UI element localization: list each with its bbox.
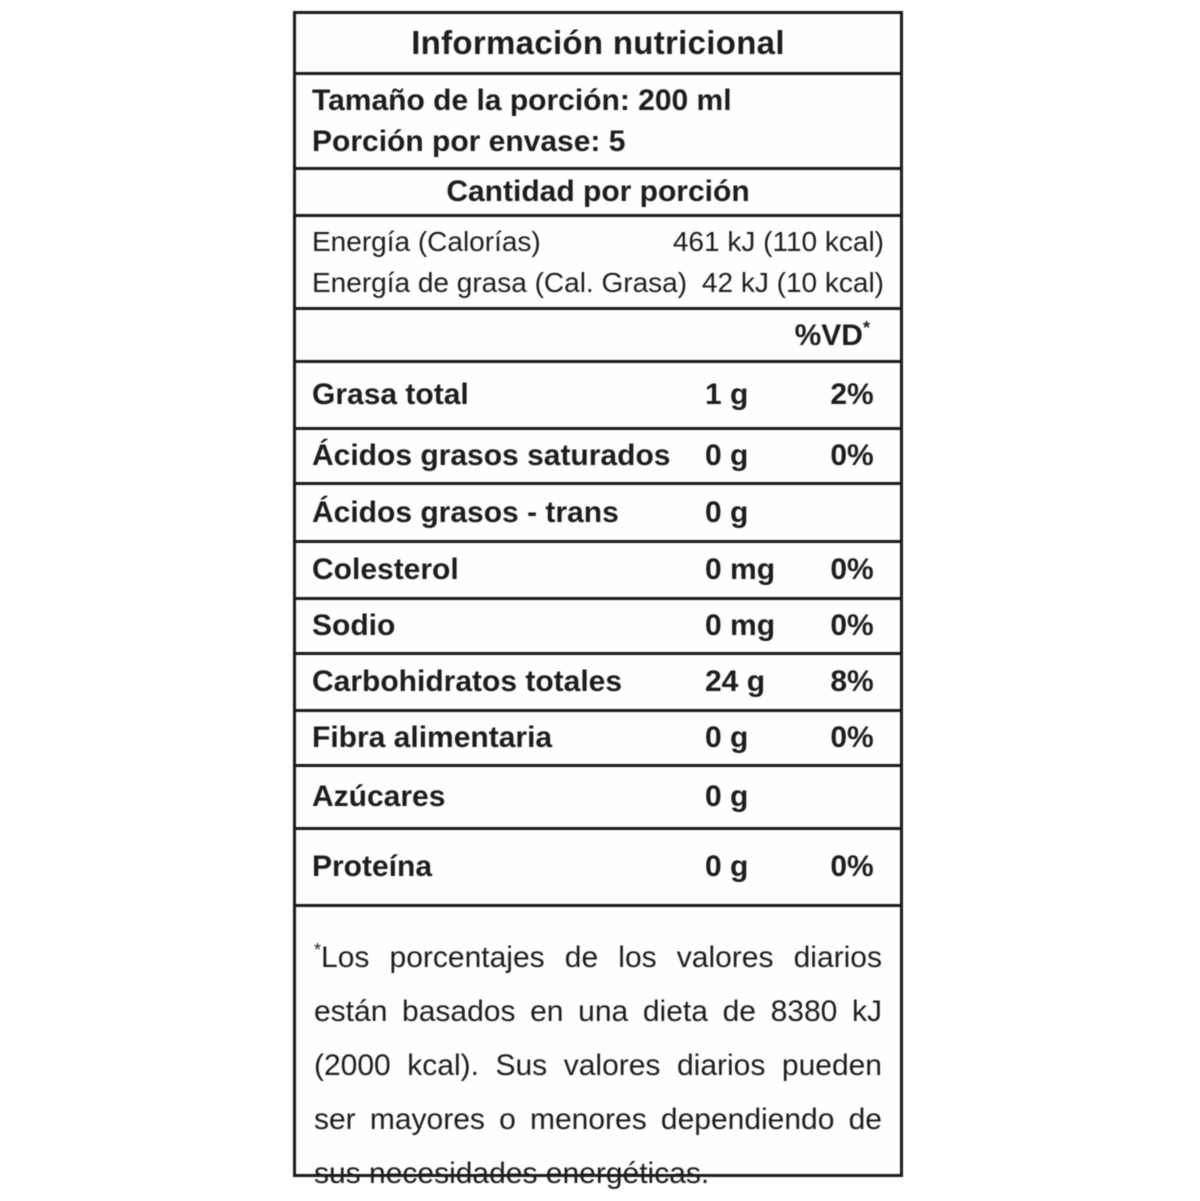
nutrient-name: Carbohidratos totales <box>312 665 623 698</box>
serving-size: Tamaño de la porción: 200 ml <box>312 84 732 117</box>
row-acidos-grasos-trans <box>296 485 900 543</box>
energy-row-calories <box>312 221 884 262</box>
nutrient-amount: 0 g <box>705 780 749 813</box>
nutrient-amount: 0 g <box>705 850 749 883</box>
nutrient-dv: 2% <box>830 378 874 411</box>
nutrient-amount: 1 g <box>705 378 749 411</box>
label-title-text: Información nutricional <box>411 24 785 61</box>
nutrient-amount: 0 g <box>705 439 749 472</box>
row-acidos-grasos-saturados <box>296 430 900 485</box>
nutrient-dv: 0% <box>830 553 874 586</box>
nutrient-amount: 24 g <box>705 665 766 698</box>
row-carbohidratos-totales <box>296 655 900 712</box>
daily-value-footnote-mark: * <box>862 317 870 338</box>
daily-value-header <box>296 310 900 363</box>
energy-value: 461 kJ (110 kcal) <box>672 226 884 257</box>
nutrient-dv: 0% <box>830 609 874 642</box>
energy-fat-value: 42 kJ (10 kcal) <box>701 267 884 298</box>
nutrient-name: Proteína <box>312 850 433 883</box>
nutrient-name: Fibra alimentaria <box>312 721 553 754</box>
amount-per-serving-header <box>296 170 900 217</box>
nutrient-amount: 0 g <box>705 721 749 754</box>
nutrient-amount: 0 mg <box>705 553 776 586</box>
row-proteina <box>296 830 900 907</box>
row-azucares <box>296 767 900 830</box>
energy-name: Energía (Calorías) <box>312 226 541 257</box>
row-grasa-total <box>296 363 900 430</box>
row-colesterol <box>296 543 900 600</box>
nutrient-name: Ácidos grasos saturados <box>312 439 671 472</box>
servings-per-container: Porción por envase: 5 <box>312 125 626 158</box>
daily-value-footnote <box>296 907 900 1190</box>
daily-value-header-text: %VD* <box>794 317 870 352</box>
nutrient-amount: 0 g <box>705 495 749 529</box>
footnote-text: Los porcentajes de los valores diarios están basados en una dieta de 8380 kJ (2000 kcal). Sus valores diarios pueden ser mayores o menores dependiendo de sus necesidades energéticas. <box>314 941 882 1190</box>
nutrient-dv: 0% <box>830 850 874 883</box>
nutrient-name: Ácidos grasos - trans <box>312 495 619 529</box>
nutrient-name: Sodio <box>312 609 396 642</box>
row-sodio <box>296 600 900 655</box>
label-title <box>296 14 900 75</box>
row-fibra-alimentaria <box>296 712 900 767</box>
nutrient-dv: 0% <box>830 439 874 472</box>
energy-row-fat-calories <box>312 262 884 303</box>
nutrition-facts-label <box>293 11 903 1190</box>
amount-per-serving-text: Cantidad por porción <box>446 175 750 208</box>
footnote-mark: * <box>314 940 322 960</box>
nutrient-amount: 0 mg <box>705 609 776 642</box>
nutrient-name: Colesterol <box>312 553 459 586</box>
nutrient-dv: 8% <box>830 665 874 698</box>
nutrient-name: Azúcares <box>312 780 446 813</box>
energy-fat-name: Energía de grasa (Cal. Grasa) <box>312 267 688 298</box>
nutrient-dv: 0% <box>830 721 874 754</box>
serving-info <box>296 75 900 170</box>
energy-section <box>296 217 900 310</box>
nutrient-name: Grasa total <box>312 378 469 411</box>
